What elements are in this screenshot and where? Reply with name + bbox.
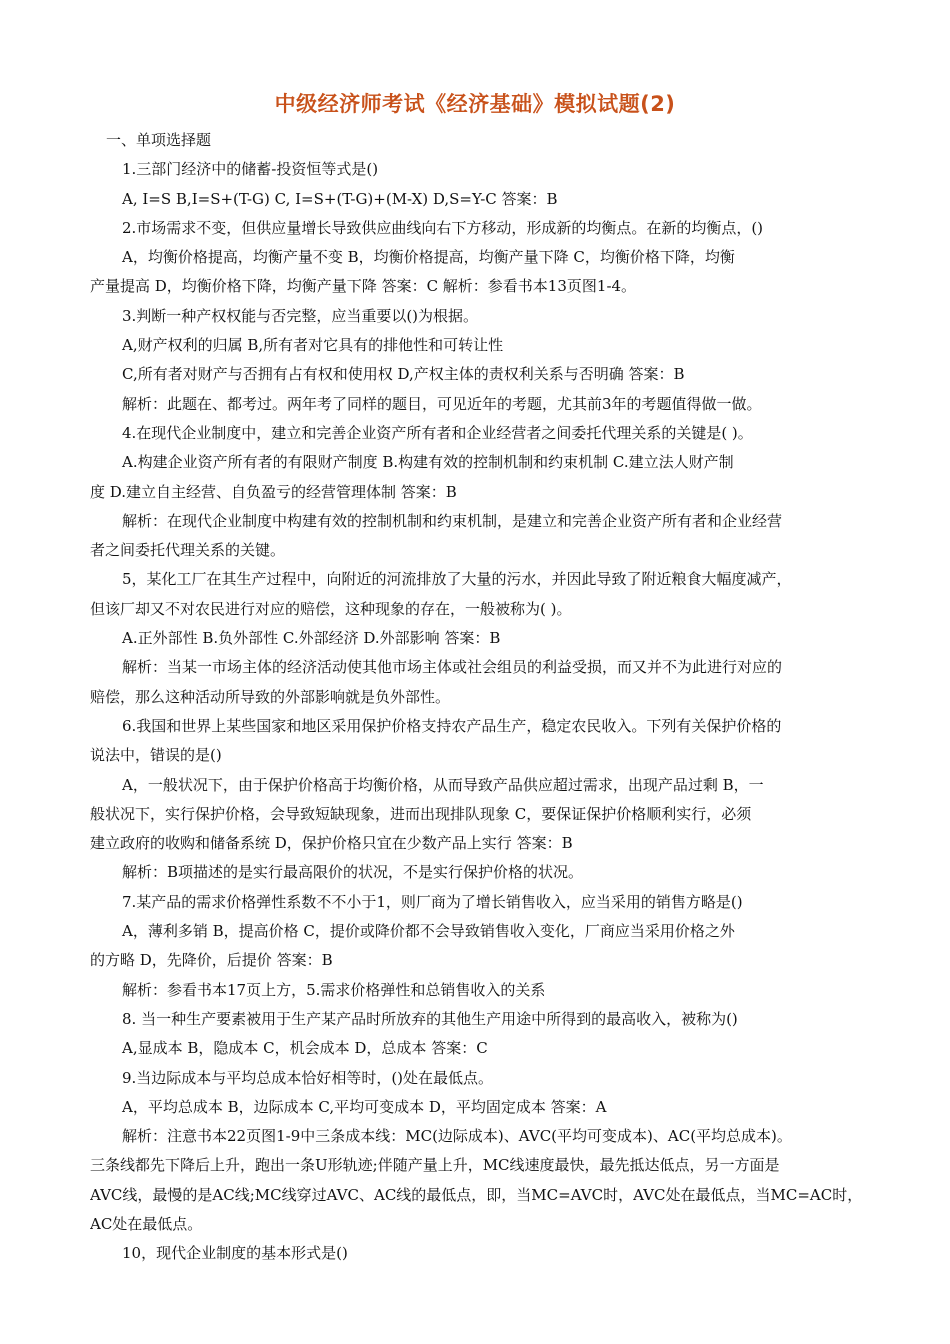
text-line: 解析：注意书本22页图1-9中三条成本线：MC(边际成本)、AVC(平均可变成本)、AC(平均总成本)。 xyxy=(122,1127,792,1146)
text-line: 般状况下，实行保护价格，会导致短缺现象，进而出现排队现象 C，要保证保护价格顺利实行，必须 xyxy=(90,804,752,823)
text-line: A，平均总成本 B，边际成本 C,平均可变成本 D，平均固定成本 答案：A xyxy=(122,1097,607,1116)
text-line: 7.某产品的需求价格弹性系数不不小于1，则厂商为了增长销售收入，应当采用的销售方略是() xyxy=(122,892,743,911)
text-line: 三条线都先下降后上升，跑出一条U形轨迹;伴随产量上升，MC线速度最快，最先抵达低点，另一方面是 xyxy=(90,1156,780,1175)
text-line: 建立政府的收购和储备系统 D，保护价格只宜在少数产品上实行 答案：B xyxy=(90,834,573,853)
text-line: C,所有者对财产与否拥有占有权和使用权 D,产权主体的责权利关系与否明确 答案：B xyxy=(122,365,685,384)
text-line: 解析：在现代企业制度中构建有效的控制机制和约束机制，是建立和完善企业资产所有者和企业经营 xyxy=(122,511,783,530)
text-line: 10，现代企业制度的基本形式是() xyxy=(122,1244,348,1263)
text-line: 2.市场需求不变，但供应量增长导致供应曲线向右下方移动，形成新的均衡点。在新的均衡点，() xyxy=(122,218,764,237)
text-line: 解析：参看书本17页上方，5.需求价格弹性和总销售收入的关系 xyxy=(122,980,546,999)
text-line: 者之间委托代理关系的关键。 xyxy=(90,541,286,560)
text-line: A.正外部性 B.负外部性 C.外部经济 D.外部影响 答案：B xyxy=(122,629,501,648)
text-line: 3.判断一种产权权能与否完整，应当重要以()为根据。 xyxy=(122,306,479,325)
text-line: 产量提高 D，均衡价格下降，均衡产量下降 答案：C 解析：参看书本13页图1-4。 xyxy=(90,277,637,296)
text-line: 解析：此题在、都考过。两年考了同样的题目，可见近年的考题，尤其前3年的考题值得做一做。 xyxy=(122,394,762,413)
text-line: A.构建企业资产所有者的有限财产制度 B.构建有效的控制机制和约束机制 C.建立法人财产制 xyxy=(122,453,734,472)
text-line: 5，某化工厂在其生产过程中，向附近的河流排放了大量的污水，并因此导致了附近粮食大幅度减产， xyxy=(122,570,792,589)
text-line: AC处在最低点。 xyxy=(90,1214,203,1233)
text-line: 但该厂却又不对农民进行对应的赔偿，这种现象的存在，一般被称为( )。 xyxy=(90,599,572,618)
text-line: 8. 当一种生产要素被用于生产某产品时所放弃的其他生产用途中所得到的最高收入，被称为() xyxy=(122,1009,738,1028)
text-line: A,显成本 B，隐成本 C，机会成本 D，总成本 答案：C xyxy=(122,1039,488,1058)
text-line: 9.当边际成本与平均总成本恰好相等时，()处在最低点。 xyxy=(122,1068,494,1087)
text-line: A，薄利多销 B，提高价格 C，提价或降价都不会导致销售收入变化，厂商应当采用价格之外 xyxy=(122,922,735,941)
text-line: 1.三部门经济中的储蓄-投资恒等式是() xyxy=(122,160,379,179)
text-line: A，一般状况下，由于保护价格高于均衡价格，从而导致产品供应超过需求，出现产品过剩 B，一 xyxy=(122,775,764,794)
text-line: 说法中，错误的是() xyxy=(90,746,222,765)
text-line: 度 D.建立自主经营、自负盈亏的经营管理体制 答案：B xyxy=(90,482,457,501)
document-title: 中级经济师考试《经济基础》模拟试题(2) xyxy=(274,92,676,116)
text-line: AVC线，最慢的是AC线;MC线穿过AVC、AC线的最低点，即，当MC=AVC时，AVC处在最低点，当MC=AC时， xyxy=(90,1185,863,1204)
document-body xyxy=(90,126,865,1269)
text-line: A,财产权利的归属 B,所有者对它具有的排他性和可转让性 xyxy=(122,336,504,355)
text-line: 赔偿，那么这种活动所导致的外部影响就是负外部性。 xyxy=(90,687,451,706)
text-line: 解析：B项描述的是实行最高限价的状况，不是实行保护价格的状况。 xyxy=(122,863,584,882)
text-line: 解析：当某一市场主体的经济活动使其他市场主体或社会组员的利益受损，而又并不为此进行对应的 xyxy=(122,658,783,677)
text-line: A, I=S B,I=S+(T-G) C, I=S+(T-G)+(M-X) D,S=Y-C 答案：B xyxy=(122,189,558,208)
text-line: 4.在现代企业制度中，建立和完善企业资产所有者和企业经营者之间委托代理关系的关键是( )。 xyxy=(122,423,753,442)
text-line: 的方略 D，先降价，后提价 答案：B xyxy=(90,951,333,970)
text-line: 一、单项选择题 xyxy=(106,131,212,149)
text-line: A，均衡价格提高，均衡产量不变 B，均衡价格提高，均衡产量下降 C，均衡价格下降，均衡 xyxy=(122,248,735,267)
text-line: 6.我国和世界上某些国家和地区采用保护价格支持农产品生产，稳定农民收入。下列有关保护价格的 xyxy=(122,716,782,735)
